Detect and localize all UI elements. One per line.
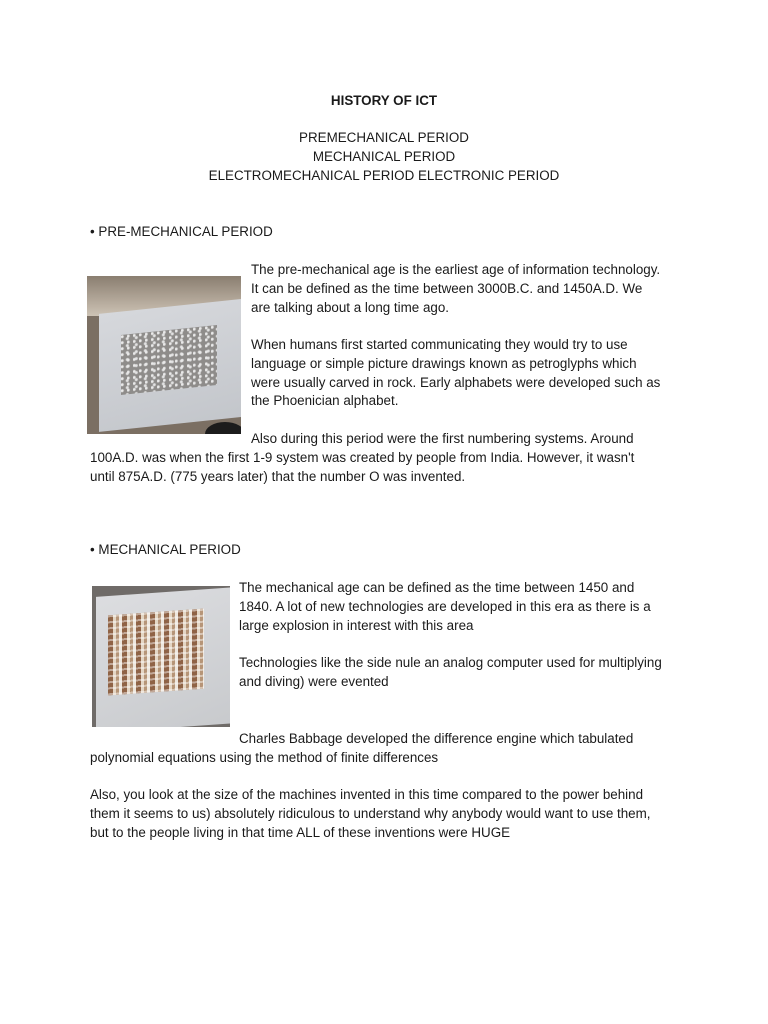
paragraph: Technologies like the side nule an analog computer used for multiplying and diving) were evented: [239, 655, 662, 689]
petroglyph-photo: [87, 276, 241, 434]
paragraph: polynomial equations using the method of finite differences: [90, 750, 439, 765]
paragraph: Charles Babbage developed the difference engine which tabulated: [239, 731, 634, 746]
paragraph: Also, you look at the size of the machines invented in this time compared to the power behind them it seems to us) absolutely ridiculous to understand why anybody would want to use them, but to the people living in that time ALL of these inventions were HUGE: [90, 787, 651, 840]
period-list-item: MECHANICAL PERIOD: [312, 149, 456, 164]
section-heading-pre-mechanical: • PRE-MECHANICAL PERIOD: [90, 224, 273, 239]
document-title: HISTORY OF ICT: [330, 93, 438, 108]
paragraph: The pre-mechanical age is the earliest age of information technology. It can be defined as the time between 3000B.C. and 1450A.D. We are talking about a long time ago.: [251, 262, 661, 315]
paragraph: The mechanical age can be defined as the time between 1450 and 1840. A lot of new technologies are developed in this era as there is a large explosion in interest with this area: [239, 580, 651, 633]
paragraph: Also during this period were the first numbering systems. Around: [251, 431, 634, 446]
section-heading-mechanical: • MECHANICAL PERIOD: [90, 542, 241, 557]
abacus-table-photo: [92, 586, 230, 727]
paragraph: When humans first started communicating they would try to use language or simple picture drawings known as petroglyphs which were usually carved in rock. Early alphabets were developed such as the Phoenician alphabet.: [251, 337, 661, 409]
period-list-item: ELECTROMECHANICAL PERIOD ELECTRONIC PERIOD: [208, 168, 560, 183]
period-list-item: PREMECHANICAL PERIOD: [299, 130, 469, 145]
paragraph: 100A.D. was when the first 1-9 system was created by people from India. However, it wasn't until 875A.D. (775 years later) that the number O was invented.: [90, 450, 635, 484]
